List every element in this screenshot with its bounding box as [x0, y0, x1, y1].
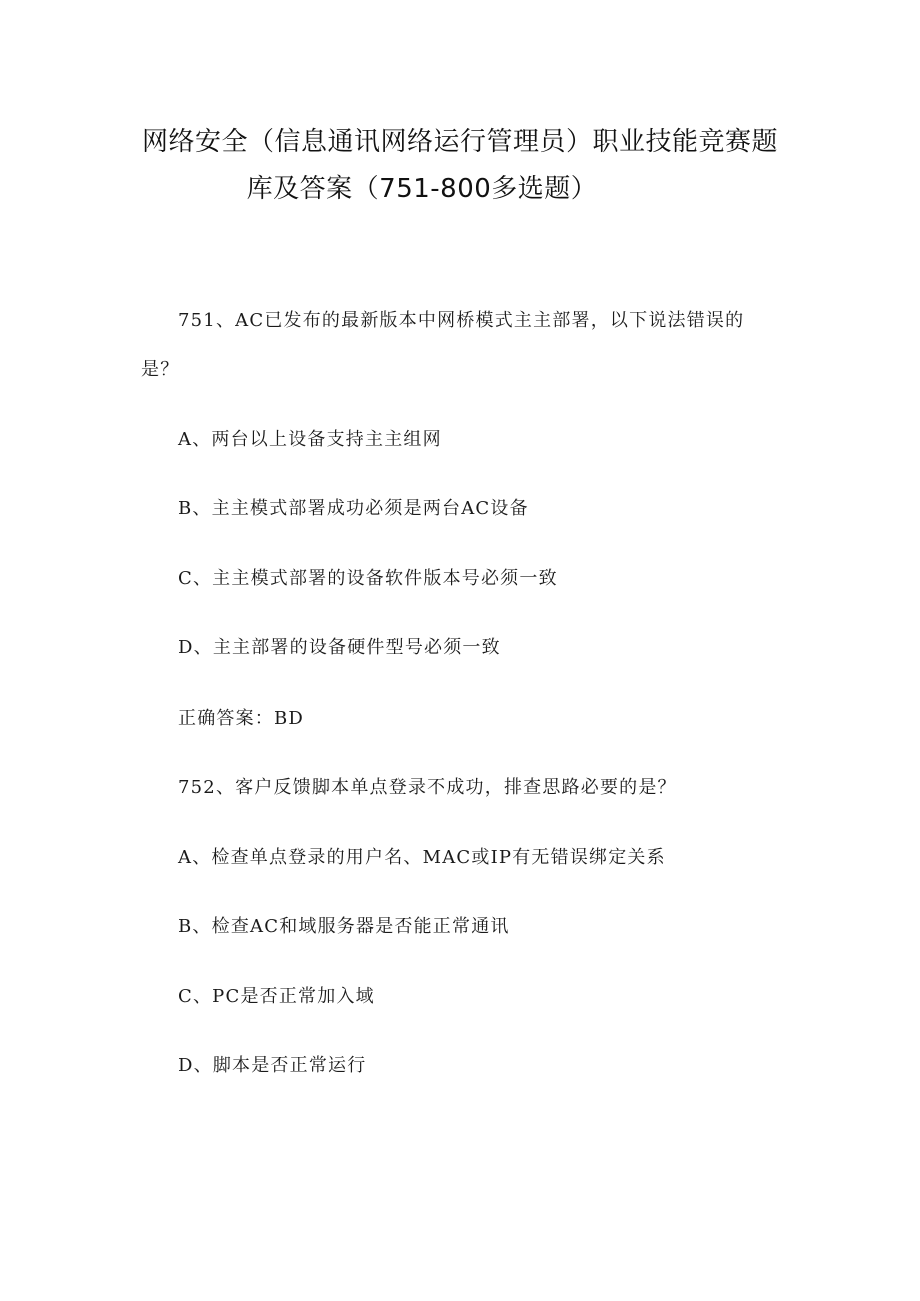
question-751-answer: 正确答案：BD — [178, 708, 305, 729]
question-751-stem-line-2: 是？ — [141, 359, 180, 380]
question-751-option-b: B、主主模式部署成功必须是两台AC设备 — [178, 498, 529, 519]
question-752-option-b: B、检查AC和域服务器是否能正常通讯 — [178, 916, 510, 937]
question-752-stem: 752、客户反馈脚本单点登录不成功，排查思路必要的是？ — [178, 777, 677, 798]
question-751-option-a: A、两台以上设备支持主主组网 — [178, 429, 442, 450]
question-752-option-a: A、检查单点登录的用户名、MAC或IP有无错误绑定关系 — [178, 847, 666, 868]
question-751-stem-line-1: 751、AC已发布的最新版本中网桥模式主主部署，以下说法错误的 — [178, 310, 745, 331]
document-title-line-1: 网络安全（信息通讯网络运行管理员）职业技能竞赛题 — [141, 127, 778, 157]
question-752-option-c: C、PC是否正常加入域 — [178, 986, 375, 1007]
question-751-option-d: D、主主部署的设备硬件型号必须一致 — [178, 637, 501, 658]
question-752-option-d: D、脚本是否正常运行 — [178, 1055, 367, 1076]
document-title-line-2: 库及答案（751-800多选题） — [246, 174, 598, 204]
question-751-option-c: C、主主模式部署的设备软件版本号必须一致 — [178, 568, 558, 589]
